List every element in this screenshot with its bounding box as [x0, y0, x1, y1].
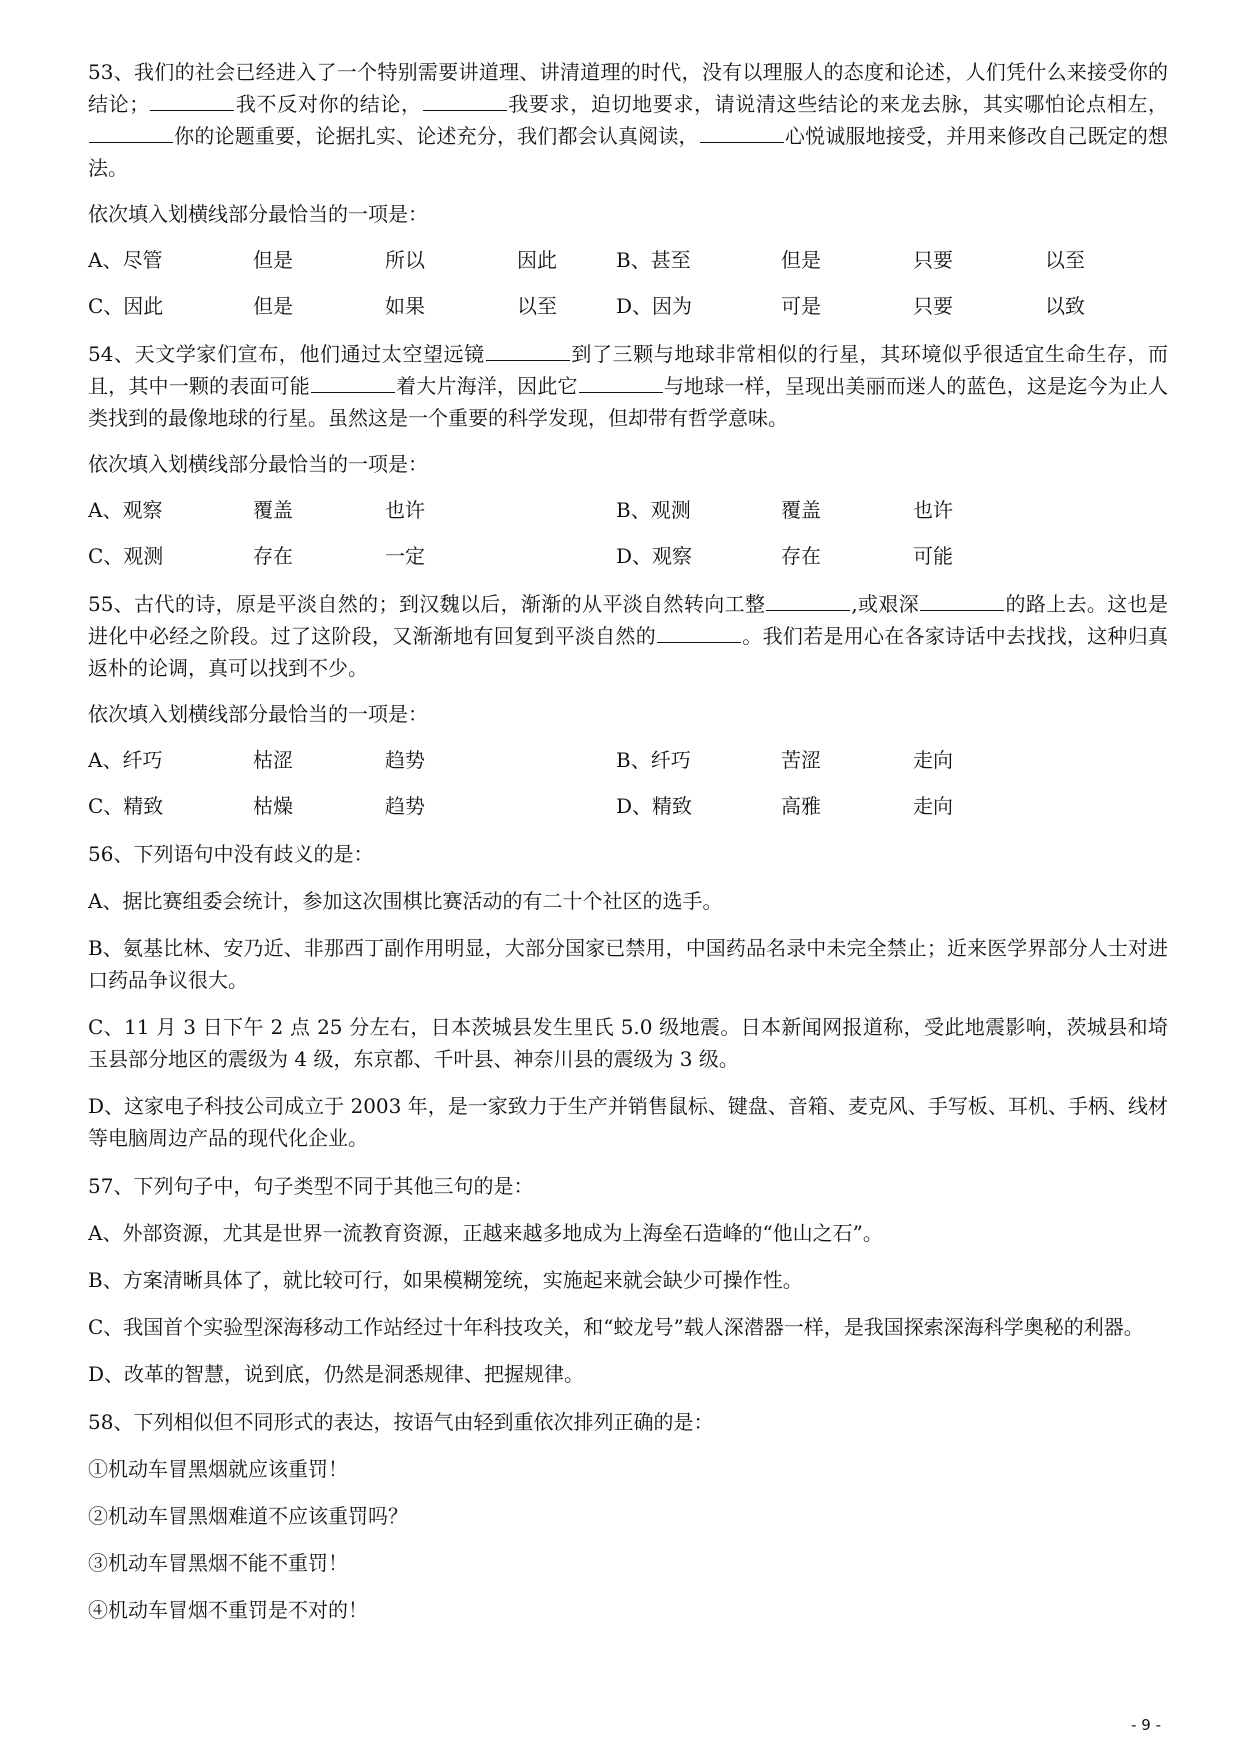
answer-blank: [657, 622, 741, 643]
option-b-word-3: 只要: [913, 248, 953, 272]
answer-blank: [579, 372, 663, 393]
stem-text: 心悦诚服地接受，并用来修改自己既定的想法。: [88, 124, 1169, 180]
question-55-prompt: 依次填入划横线部分最恰当的一项是：: [88, 702, 428, 726]
option-c: C、11 月 3 日下午 2 点 25 分左右，日本茨城县发生里氏 5.0 级地震。日本新闻网报道称，受此地震影响，茨城县和埼玉县部分地区的震级为 4 级，东京都、千叶县、神奈川县的震级为 3 级。: [88, 1015, 1168, 1071]
options-row-ab: [88, 494, 1168, 526]
option-c-word-2: 存在: [253, 544, 293, 568]
question-58: [88, 1406, 1168, 1626]
answer-blank: [423, 90, 507, 111]
option-d-word-4: 以致: [1045, 294, 1085, 318]
stem-text: 着大片海洋，因此它: [395, 374, 578, 398]
question-55: [88, 588, 1168, 822]
stem-text: 的路上去。这也是进化中必经之阶段。过了这阶段，又渐渐地有回复到平淡自然的: [88, 592, 1169, 648]
page-number: - 9 -: [1131, 1716, 1161, 1734]
option-a-word-2: 但是: [253, 248, 293, 272]
option-a-word-2: 枯涩: [253, 748, 293, 772]
option-b-label: B、甚至: [616, 248, 691, 272]
option-b: B、方案清晰具体了，就比较可行，如果模糊笼统，实施起来就会缺少可操作性。: [88, 1268, 803, 1292]
statement-1: ①机动车冒黑烟就应该重罚！: [88, 1457, 348, 1481]
option-a: A、据比赛组委会统计，参加这次围棋比赛活动的有二十个社区的选手。: [88, 889, 723, 913]
question-58-stem: 58、下列相似但不同形式的表达，按语气由轻到重依次排列正确的是：: [88, 1410, 714, 1434]
answer-blank: [486, 340, 570, 361]
option-c-word-3: 趋势: [385, 794, 425, 818]
option-b-word-2: 覆盖: [781, 498, 821, 522]
option-b-word-4: 以至: [1045, 248, 1085, 272]
option-d-word-3: 可能: [913, 544, 953, 568]
stem-text: 到了三颗与地球非常相似的行星，其环境似乎很适宜生命生存，而且，其中一颗的表面可能: [88, 342, 1168, 398]
statement-3: ③机动车冒黑烟不能不重罚！: [88, 1551, 348, 1575]
statement-4: ④机动车冒烟不重罚是不对的！: [88, 1598, 368, 1622]
option-c-label: C、观测: [88, 544, 164, 568]
question-53-prompt: 依次填入划横线部分最恰当的一项是：: [88, 202, 428, 226]
question-54-prompt: 依次填入划横线部分最恰当的一项是：: [88, 452, 428, 476]
answer-blank: [920, 590, 1004, 611]
option-a-word-4: 因此: [517, 248, 557, 272]
stem-text: 54、天文学家们宣布，他们通过太空望远镜: [88, 342, 485, 366]
option-d-word-2: 存在: [781, 544, 821, 568]
option-a-word-3: 也许: [385, 498, 425, 522]
question-57: [88, 1170, 1168, 1390]
answer-blank: [700, 122, 784, 143]
answer-blank: [150, 90, 234, 111]
option-a-label: A、尽管: [88, 248, 163, 272]
answer-blank: [766, 590, 850, 611]
question-56: [88, 838, 1168, 1154]
question-53-stem: [88, 56, 1168, 184]
option-d-label: D、精致: [616, 794, 693, 818]
option-d: D、改革的智慧，说到底，仍然是洞悉规律、把握规律。: [88, 1362, 585, 1386]
exam-page: [88, 56, 1168, 1642]
option-c: C、我国首个实验型深海移动工作站经过十年科技攻关，和“蛟龙号”载人深潜器一样，是我国探索深海科学奥秘的利器。: [88, 1315, 1144, 1339]
option-a: A、外部资源，尤其是世界一流教育资源，正越来越多地成为上海垒石造峰的“他山之石”。: [88, 1221, 883, 1245]
option-a-word-2: 覆盖: [253, 498, 293, 522]
options-row-cd: [88, 290, 1168, 322]
stem-text: 你的论题重要，论据扎实、论述充分，我们都会认真阅读，: [174, 124, 699, 148]
stem-text: 55、古代的诗，原是平淡自然的；到汉魏以后，渐渐的从平淡自然转向工整: [88, 592, 766, 616]
question-54-stem: [88, 338, 1168, 434]
option-b-word-3: 也许: [913, 498, 953, 522]
options-row-ab: [88, 244, 1168, 276]
question-55-stem: [88, 588, 1168, 684]
options-row-cd: [88, 790, 1168, 822]
option-c-word-3: 如果: [385, 294, 425, 318]
option-c-label: C、因此: [88, 294, 164, 318]
question-57-stem: 57、下列句子中，句子类型不同于其他三句的是：: [88, 1174, 534, 1198]
question-56-stem: 56、下列语句中没有歧义的是：: [88, 842, 374, 866]
option-b-word-3: 走向: [913, 748, 953, 772]
question-53: [88, 56, 1168, 322]
option-d-word-3: 只要: [913, 294, 953, 318]
answer-blank: [311, 372, 395, 393]
option-c-word-3: 一定: [385, 544, 425, 568]
stem-text: 。我们若是用心在各家诗话中去找找，这种归真返朴的论调，真可以找到不少。: [88, 624, 1168, 680]
answer-blank: [89, 122, 173, 143]
option-d-word-2: 高雅: [781, 794, 821, 818]
statement-2: ②机动车冒黑烟难道不应该重罚吗？: [88, 1504, 408, 1528]
option-a-word-3: 趋势: [385, 748, 425, 772]
stem-text: 与地球一样，呈现出美丽而迷人的蓝色，这是迄今为止人类找到的最像地球的行星。虽然这是一个重要的科学发现，但却带有哲学意味。: [88, 374, 1169, 430]
option-b-word-2: 但是: [781, 248, 821, 272]
option-c-word-2: 但是: [253, 294, 293, 318]
option-d-word-2: 可是: [781, 294, 821, 318]
option-a-word-3: 所以: [385, 248, 425, 272]
stem-text: 53、我们的社会已经进入了一个特别需要讲道理、讲清道理的时代，没有以理服人的态度和论述，人们凭什么来接受你的结论；: [88, 60, 1168, 116]
option-d-word-3: 走向: [913, 794, 953, 818]
options-row-ab: [88, 744, 1168, 776]
option-c-label: C、精致: [88, 794, 164, 818]
option-c-word-4: 以至: [517, 294, 557, 318]
option-d-label: D、因为: [616, 294, 693, 318]
option-b: B、氨基比林、安乃近、非那西丁副作用明显，大部分国家已禁用，中国药品名录中未完全禁止；近来医学界部分人士对进口药品争议很大。: [88, 936, 1168, 992]
option-a-label: A、观察: [88, 498, 163, 522]
question-54: [88, 338, 1168, 572]
stem-text: 我要求，迫切地要求，请说清这些结论的来龙去脉，其实哪怕论点相左，: [507, 92, 1169, 116]
stem-text: 我不反对你的结论，: [235, 92, 422, 116]
option-d: D、这家电子科技公司成立于 2003 年，是一家致力于生产并销售鼠标、键盘、音箱、麦克风、手写板、耳机、手柄、线材等电脑周边产品的现代化企业。: [88, 1094, 1168, 1150]
option-c-word-2: 枯燥: [253, 794, 293, 818]
options-row-cd: [88, 540, 1168, 572]
option-b-label: B、纤巧: [616, 748, 691, 772]
option-a-label: A、纤巧: [88, 748, 163, 772]
option-b-word-2: 苦涩: [781, 748, 821, 772]
stem-text: ,或艰深: [851, 592, 920, 616]
option-b-label: B、观测: [616, 498, 691, 522]
option-d-label: D、观察: [616, 544, 693, 568]
